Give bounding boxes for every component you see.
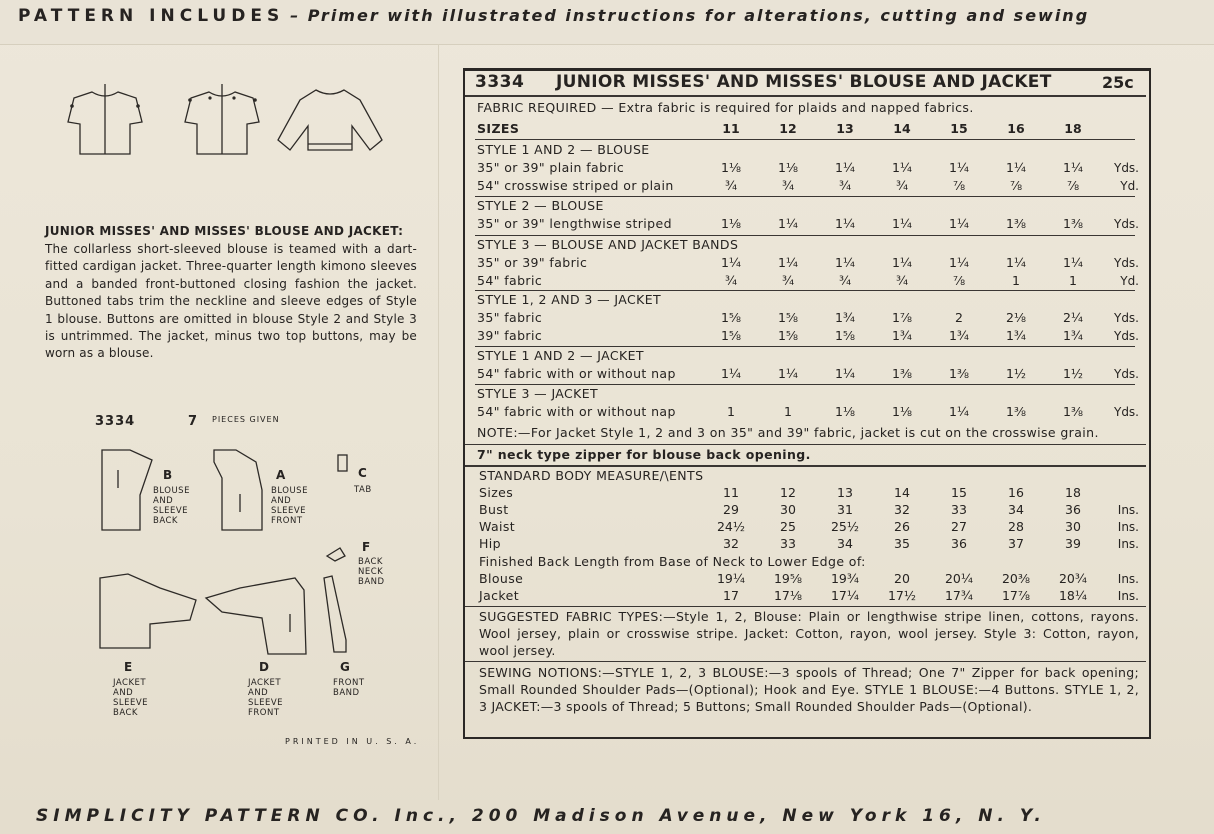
chart-price: 25c	[1102, 73, 1134, 92]
fabric-row-value: 1⅛	[834, 404, 856, 419]
style-group-heading: STYLE 1 AND 2 — BLOUSE	[477, 142, 650, 157]
fabric-row-value: 1¼	[891, 216, 913, 231]
size-header-12: 12	[779, 121, 797, 136]
style-group-heading: STYLE 3 — JACKET	[477, 386, 599, 401]
fabric-row-unit: Yds.	[1113, 161, 1139, 175]
sizes-label: SIZES	[477, 121, 520, 136]
finished-length-row-value: 20⅜	[1001, 571, 1031, 586]
piece-d-letter: D	[259, 660, 269, 674]
fabric-row-value: 1⅛	[720, 216, 742, 231]
fabric-row-value: 1½	[1005, 366, 1027, 381]
fabric-row-value: 1⅜	[1062, 404, 1084, 419]
fabric-row-value: 1	[784, 404, 792, 419]
fabric-row-value: 1¾	[1005, 328, 1027, 343]
style-group-heading: STYLE 3 — BLOUSE AND JACKET BANDS	[477, 237, 739, 252]
measurement-row-label: Hip	[479, 536, 502, 551]
piece-e-label: JACKET AND SLEEVE BACK	[113, 678, 149, 718]
zipper-rule	[465, 465, 1146, 467]
piece-e-letter: E	[124, 660, 133, 674]
fabric-row-unit: Yds.	[1113, 329, 1139, 343]
measurement-row-value: 31	[837, 502, 853, 517]
fabric-row-label: 54" fabric	[477, 273, 543, 288]
measurement-row-value: 27	[951, 519, 967, 534]
fabric-row-label: 54" fabric with or without nap	[477, 404, 676, 419]
fabric-row-value: 1⅝	[720, 310, 742, 325]
fabric-row-value: ¾	[724, 178, 738, 193]
fabric-row-value: 1¼	[1062, 255, 1084, 270]
fabric-row-value: 1¼	[720, 255, 742, 270]
size-header-13: 13	[836, 121, 854, 136]
fabric-row-value: ¾	[895, 178, 909, 193]
measurement-row-value: 29	[723, 502, 739, 517]
sizes-rule	[475, 139, 1135, 140]
fabric-row-value: 1⅝	[834, 328, 856, 343]
fabric-row-value: 1¼	[948, 216, 970, 231]
fabric-row-value: 1¼	[777, 216, 799, 231]
chart-pattern-number: 3334	[475, 72, 525, 92]
piece-b-letter: B	[163, 468, 173, 482]
measurements-rule	[465, 606, 1146, 607]
finished-length-row-value: 17½	[887, 588, 917, 603]
fabric-row-unit: Yds.	[1113, 311, 1139, 325]
finished-length-row-unit: Ins.	[1117, 572, 1139, 586]
finished-length-row-value: 17	[723, 588, 739, 603]
finished-length-row-value: 17⅛	[773, 588, 803, 603]
fabric-row-value: 1¼	[834, 160, 856, 175]
finished-length-row-value: 19¼	[716, 571, 746, 586]
size-header-18: 18	[1064, 121, 1082, 136]
measurement-row-value: 18	[1065, 485, 1081, 500]
piece-a-letter: A	[276, 468, 286, 482]
piece-f-letter: F	[362, 540, 371, 554]
measurement-row-value: 33	[780, 536, 796, 551]
description-title: JUNIOR MISSES' AND MISSES' BLOUSE AND JACKET:	[45, 224, 404, 238]
finished-length-row-value: 17¾	[944, 588, 974, 603]
measurement-row-value: 36	[1065, 502, 1081, 517]
piece-f-label: BACK NECK BAND	[358, 557, 385, 587]
fabric-row-value: 1	[727, 404, 735, 419]
group-rule	[475, 196, 1135, 197]
piece-d-label: JACKET AND SLEEVE FRONT	[248, 678, 284, 718]
fabric-row-unit: Yd.	[1120, 274, 1139, 288]
size-header-14: 14	[893, 121, 911, 136]
finished-length-row-value: 17⅞	[1001, 588, 1031, 603]
measurement-row-value: 34	[1008, 502, 1024, 517]
fabric-row-value: 1¼	[1062, 160, 1084, 175]
size-header-15: 15	[950, 121, 968, 136]
fabric-row-value: ⅞	[1066, 178, 1080, 193]
fabric-row-value: 1¼	[834, 255, 856, 270]
measurements-heading: STANDARD BODY MEASURE/\ENTS	[479, 468, 704, 483]
description-body: The collarless short-sleeved blouse is teamed with a dart-fitted cardigan jacket. Three-quarter length kimono sleeves and a banded front-buttoned closing fashion the jacket. Buttoned tabs trim the neckline and sleeve edges of Style 1 blouse. Buttons are omitted in blouse Style 2 and Style 3 is untrimmed. The jacket, minus two top buttons, may be worn as a blouse.	[45, 242, 417, 361]
fabric-row-value: 1	[1012, 273, 1020, 288]
measurement-row-value: 24½	[716, 519, 746, 534]
measurement-row-value: 35	[894, 536, 910, 551]
fabric-row-value: 1¼	[777, 255, 799, 270]
finished-length-row-label: Blouse	[479, 571, 524, 586]
piece-g-label: FRONT BAND	[333, 678, 365, 698]
fabric-row-value: ¾	[895, 273, 909, 288]
measurement-row-unit: Ins.	[1117, 537, 1139, 551]
measurement-row-value: 28	[1008, 519, 1024, 534]
measurement-row-value: 26	[894, 519, 910, 534]
measurement-row-value: 32	[723, 536, 739, 551]
finished-length-row-value: 20	[894, 571, 910, 586]
fabric-row-unit: Yds.	[1113, 217, 1139, 231]
fabric-row-value: 1¼	[834, 216, 856, 231]
piece-b-label: BLOUSE AND SLEEVE BACK	[153, 486, 190, 526]
fabric-row-value: ¾	[838, 273, 852, 288]
measurement-row-value: 25	[780, 519, 796, 534]
measurement-row-value: 33	[951, 502, 967, 517]
fabric-row-value: 1⅛	[777, 160, 799, 175]
crosswise-grain-note: NOTE:—For Jacket Style 1, 2 and 3 on 35" and 39" fabric, jacket is cut on the crosswise grain.	[477, 425, 1099, 440]
zipper-note: 7" neck type zipper for blouse back opening.	[477, 447, 811, 462]
fabric-row-value: 1⅜	[1005, 404, 1027, 419]
fabric-row-value: ¾	[724, 273, 738, 288]
piece-a-label: BLOUSE AND SLEEVE FRONT	[271, 486, 308, 526]
finished-length-row-value: 19⅝	[773, 571, 803, 586]
measurement-row-label: Sizes	[479, 485, 514, 500]
measurement-row-value: 13	[837, 485, 853, 500]
fabric-row-value: 1¾	[1062, 328, 1084, 343]
fabric-row-unit: Yds.	[1113, 367, 1139, 381]
measurement-row-value: 12	[780, 485, 796, 500]
measurement-row-value: 30	[780, 502, 796, 517]
fabric-row-value: 1⅝	[777, 310, 799, 325]
style-group-heading: STYLE 1 AND 2 — JACKET	[477, 348, 644, 363]
header-lead: PATTERN INCLUDES	[18, 6, 285, 26]
group-rule	[475, 384, 1135, 385]
measurement-row-value: 14	[894, 485, 910, 500]
measurement-row-label: Bust	[479, 502, 509, 517]
fabric-row-value: 1¼	[720, 366, 742, 381]
size-header-16: 16	[1007, 121, 1025, 136]
fabric-row-label: 54" fabric with or without nap	[477, 366, 676, 381]
finished-length-row-label: Jacket	[479, 588, 520, 603]
size-header-11: 11	[722, 121, 740, 136]
measurement-row-value: 15	[951, 485, 967, 500]
fabric-row-value: 1¾	[948, 328, 970, 343]
sewing-notions: SEWING NOTIONS:—STYLE 1, 2, 3 BLOUSE:—3 spools of Thread; One 7" Zipper for back opening; Small Rounded Shoulder Pads—(Optional); Hook and Eye. STYLE 1 BLOUSE:—4 Buttons. STYLE 1, 2, 3 JACKET:—3 spools of Thread; 5 Buttons; Small Rounded Shoulder Pads—(Optional).	[479, 665, 1139, 714]
finished-length-row-value: 20¼	[944, 571, 974, 586]
fabric-row-value: 1	[1069, 273, 1077, 288]
pieces-given-label: PIECES GIVEN	[212, 415, 280, 424]
fabric-row-value: 1¼	[948, 160, 970, 175]
fabric-row-value: ¾	[781, 178, 795, 193]
fabric-row-value: 1⅜	[891, 366, 913, 381]
fabric-row-label: 35" or 39" fabric	[477, 255, 588, 270]
fabric-row-value: 1¼	[891, 160, 913, 175]
group-rule	[475, 235, 1135, 236]
measurement-row-value: 30	[1065, 519, 1081, 534]
fabric-row-value: 1⅝	[777, 328, 799, 343]
fabric-row-label: 54" crosswise striped or plain	[477, 178, 674, 193]
pieces-count: 7	[188, 414, 198, 429]
measurement-row-value: 25½	[830, 519, 860, 534]
style-group-heading: STYLE 2 — BLOUSE	[477, 198, 604, 213]
fabric-row-value: ¾	[781, 273, 795, 288]
publisher-footer: SIMPLICITY PATTERN CO. Inc., 200 Madison Avenue, New York 16, N. Y.	[36, 806, 1046, 826]
fabric-row-value: 1¼	[1005, 160, 1027, 175]
pattern-pieces-diagram	[0, 0, 440, 760]
measurement-row-value: 36	[951, 536, 967, 551]
suggested-rule	[465, 661, 1146, 662]
fabric-row-value: 1⅜	[948, 366, 970, 381]
fabric-row-value: 1⅛	[891, 404, 913, 419]
fabric-required-note: FABRIC REQUIRED — Extra fabric is required for plaids and napped fabrics.	[477, 100, 974, 115]
measurement-row-label: Waist	[479, 519, 516, 534]
fabric-row-value: ⅞	[1009, 178, 1023, 193]
fabric-row-label: 39" fabric	[477, 328, 543, 343]
finished-length-row-unit: Ins.	[1117, 589, 1139, 603]
measurement-row-value: 34	[837, 536, 853, 551]
fabric-row-label: 35" or 39" lengthwise striped	[477, 216, 672, 231]
group-rule	[475, 290, 1135, 291]
fabric-row-value: 1¼	[948, 255, 970, 270]
title-rule	[465, 95, 1146, 97]
piece-c-label: TAB	[354, 485, 372, 495]
fabric-row-value: 1¾	[891, 328, 913, 343]
fabric-row-value: 1⅞	[891, 310, 913, 325]
finished-length-row-value: 19¾	[830, 571, 860, 586]
fabric-row-label: 35" fabric	[477, 310, 543, 325]
fabric-row-value: ⅞	[952, 273, 966, 288]
chart-title: JUNIOR MISSES' AND MISSES' BLOUSE AND JACKET	[556, 72, 1052, 92]
measurement-row-value: 16	[1008, 485, 1024, 500]
fabric-row-value: 2¼	[1062, 310, 1084, 325]
fabric-row-value: 1¼	[777, 366, 799, 381]
piece-c-letter: C	[358, 466, 367, 480]
group-rule	[475, 346, 1135, 347]
fabric-row-value: 1⅝	[720, 328, 742, 343]
note-rule	[465, 444, 1146, 445]
fabric-row-value: 1¼	[834, 366, 856, 381]
fabric-row-label: 35" or 39" plain fabric	[477, 160, 625, 175]
measurement-row-value: 11	[723, 485, 739, 500]
finished-length-heading: Finished Back Length from Base of Neck to Lower Edge of:	[479, 554, 866, 569]
fabric-row-value: 1⅜	[1062, 216, 1084, 231]
fabric-row-value: ¾	[838, 178, 852, 193]
fabric-row-value: 1⅛	[720, 160, 742, 175]
fabric-row-value: 2	[955, 310, 963, 325]
measurement-row-value: 32	[894, 502, 910, 517]
piece-g-letter: G	[340, 660, 350, 674]
fabric-row-unit: Yd.	[1120, 179, 1139, 193]
measurement-row-unit: Ins.	[1117, 520, 1139, 534]
style-group-heading: STYLE 1, 2 AND 3 — JACKET	[477, 292, 662, 307]
finished-length-row-value: 18¼	[1058, 588, 1088, 603]
fabric-row-unit: Yds.	[1113, 405, 1139, 419]
fabric-row-value: 1¼	[1005, 255, 1027, 270]
finished-length-row-value: 17¼	[830, 588, 860, 603]
fabric-row-value: ⅞	[952, 178, 966, 193]
finished-length-row-value: 20¾	[1058, 571, 1088, 586]
fabric-row-value: 1½	[1062, 366, 1084, 381]
measurement-row-value: 39	[1065, 536, 1081, 551]
pieces-pattern-number: 3334	[95, 414, 136, 429]
suggested-fabric-types: SUGGESTED FABRIC TYPES:—Style 1, 2, Blouse: Plain or lengthwise stripe linen, cottons, rayons. Wool jersey, plain or crosswise stripe. Jacket: Cotton, rayon, wool jersey. Style 3: Cotton, rayon, wool jersey.	[479, 609, 1139, 658]
fabric-row-value: 2⅛	[1005, 310, 1027, 325]
measurement-row-value: 37	[1008, 536, 1024, 551]
measurement-row-unit: Ins.	[1117, 503, 1139, 517]
printed-in-usa: PRINTED IN U. S. A.	[285, 737, 420, 746]
fabric-row-value: 1¼	[891, 255, 913, 270]
fabric-row-value: 1⅜	[1005, 216, 1027, 231]
fabric-row-unit: Yds.	[1113, 256, 1139, 270]
fabric-row-value: 1¾	[834, 310, 856, 325]
fabric-row-value: 1¼	[948, 404, 970, 419]
header-rest: – Primer with illustrated instructions for alterations, cutting and sewing	[290, 6, 1090, 25]
